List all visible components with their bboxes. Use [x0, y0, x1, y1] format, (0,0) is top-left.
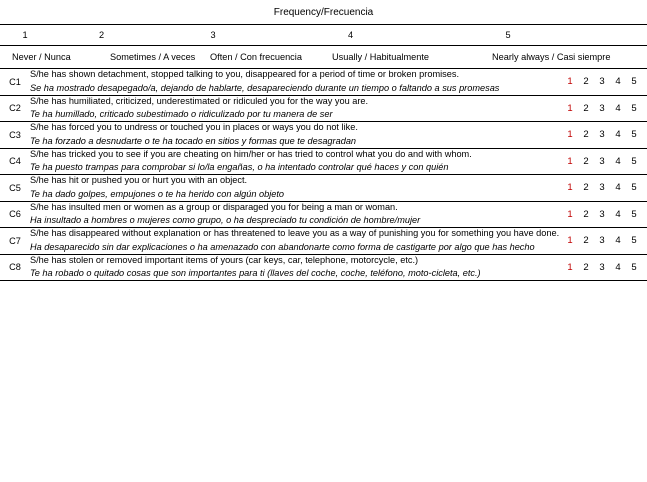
scale-number-4: 4 [347, 30, 354, 40]
scale-number-3: 3 [210, 30, 216, 40]
response-option-2[interactable]: 2 [583, 102, 589, 114]
item-code: C8 [0, 254, 30, 280]
table-row [0, 254, 647, 280]
response-option-2[interactable]: 2 [583, 129, 589, 141]
scale-anchor-2: Sometimes / A veces [110, 52, 196, 62]
item-response-scale[interactable] [565, 95, 647, 122]
scale-number-1: 1 [22, 30, 28, 40]
response-option-3[interactable]: 3 [599, 235, 605, 247]
response-option-4[interactable]: 4 [615, 208, 621, 220]
item-response-scale[interactable] [565, 254, 647, 280]
item-text [30, 175, 565, 202]
item-code: C6 [0, 201, 30, 228]
response-option-2[interactable]: 2 [583, 155, 589, 167]
item-text-spanish: Te ha dado golpes, empujones o te ha herido con algún objeto [30, 188, 285, 199]
item-text [30, 228, 565, 255]
divider-bottom [0, 280, 647, 281]
item-text [30, 148, 565, 175]
response-option-3[interactable]: 3 [599, 155, 605, 167]
item-code: C4 [0, 148, 30, 175]
table-row [0, 228, 647, 255]
response-option-4[interactable]: 4 [615, 102, 621, 114]
response-option-4[interactable]: 4 [615, 182, 621, 194]
item-code: C5 [0, 175, 30, 202]
scale-number-5: 5 [505, 30, 511, 40]
item-response-scale[interactable] [565, 148, 647, 175]
response-option-1[interactable]: 1 [567, 129, 573, 141]
item-text-english: S/he has humiliated, criticized, underestimated or ridiculed you for the way you are. [30, 95, 369, 106]
response-option-5[interactable]: 5 [631, 208, 637, 220]
response-option-2[interactable]: 2 [583, 261, 589, 273]
response-option-1[interactable]: 1 [567, 76, 573, 88]
item-text [30, 69, 565, 95]
response-option-4[interactable]: 4 [615, 261, 621, 273]
table-row [0, 69, 647, 95]
item-code: C1 [9, 76, 21, 87]
item-text-spanish: Ha insultado a hombres o mujeres como grupo, o ha despreciado tu condición de hombre/mujer [30, 215, 421, 226]
response-option-5[interactable]: 5 [631, 102, 637, 114]
response-option-5[interactable]: 5 [631, 129, 637, 141]
response-option-1[interactable]: 1 [567, 235, 573, 247]
scale-anchor-3: Often / Con frecuencia [210, 52, 302, 62]
item-response-scale[interactable] [565, 122, 647, 149]
item-text-english: S/he has hit or pushed you or hurt you with an object. [30, 175, 248, 186]
item-response-scale[interactable] [565, 228, 647, 255]
response-option-3[interactable]: 3 [599, 208, 605, 220]
response-option-2[interactable]: 2 [583, 76, 589, 88]
item-text-english: S/he has disappeared without explanation or has threatened to leave you as a way of punishing you for something you have done. [30, 228, 560, 239]
items-table [0, 69, 647, 280]
table-row [0, 95, 647, 122]
table-row [0, 122, 647, 149]
response-option-3[interactable]: 3 [599, 76, 605, 88]
response-option-2[interactable]: 2 [583, 182, 589, 194]
item-text [30, 201, 565, 228]
scale-number-2: 2 [98, 30, 105, 40]
scale-number-row [0, 25, 647, 45]
item-text-spanish: Te ha forzado a desnudarte o te ha tocado en sitios y formas que te desagradan [30, 135, 357, 146]
response-option-3[interactable]: 3 [599, 129, 605, 141]
item-code: C3 [0, 122, 30, 149]
response-option-2[interactable]: 2 [583, 208, 589, 220]
table-row [0, 148, 647, 175]
item-text-english: S/he has stolen or removed important items of yours (car keys, car, telephone, motorcycle, etc.) [30, 254, 419, 265]
item-text [30, 122, 565, 149]
scale-anchor-1: Never / Nunca [12, 52, 71, 62]
item-text-spanish: Se ha mostrado desapegado/a, dejando de hablarte, desapareciendo durante un tiempo o faltando a sus promesas [30, 82, 500, 93]
item-response-scale[interactable] [565, 69, 647, 95]
response-option-1[interactable]: 1 [567, 261, 573, 273]
response-option-1[interactable]: 1 [567, 155, 573, 167]
response-option-3[interactable]: 3 [599, 182, 605, 194]
response-option-3[interactable]: 3 [599, 102, 605, 114]
response-option-5[interactable]: 5 [631, 155, 637, 167]
item-text-spanish: Te ha humillado, criticado subestimado o ridiculizado por tu manera de ser [30, 109, 333, 120]
item-code: C2 [0, 95, 30, 122]
response-option-5[interactable]: 5 [631, 76, 637, 88]
scale-anchor-row [0, 46, 647, 68]
item-text-english: S/he has insulted men or women as a group or disparaged you for being a man or woman. [30, 201, 398, 212]
scale-anchor-4: Usually / Habitualmente [332, 52, 430, 62]
response-option-1[interactable]: 1 [567, 208, 573, 220]
item-response-scale[interactable] [565, 201, 647, 228]
response-option-4[interactable]: 4 [615, 235, 621, 247]
table-row [0, 201, 647, 228]
spacer [0, 52, 12, 62]
response-option-4[interactable]: 4 [615, 129, 621, 141]
item-text-spanish: Te ha puesto trampas para comprobar si lo/la engañas, o ha intentado controlar qué haces y con quién [30, 162, 449, 173]
response-option-1[interactable]: 1 [567, 182, 573, 194]
item-text-english: S/he has shown detachment, stopped talking to you, disappeared for a period of time or broken promises. [30, 69, 459, 79]
response-option-4[interactable]: 4 [615, 76, 621, 88]
item-code: C7 [0, 228, 30, 255]
response-option-5[interactable]: 5 [631, 182, 637, 194]
response-option-5[interactable]: 5 [631, 261, 637, 273]
item-text [30, 95, 565, 122]
scale-anchor-5: Nearly always / Casi siempre [492, 52, 611, 62]
response-option-1[interactable]: 1 [567, 102, 573, 114]
response-option-2[interactable]: 2 [583, 235, 589, 247]
item-text-spanish: Ha desaparecido sin dar explicaciones o ha amenazado con abandonarte como forma de castigarte por algo que has hecho [30, 241, 535, 252]
item-text-english: S/he has tricked you to see if you are cheating on him/her or has tried to control what you do and with whom. [30, 148, 472, 159]
item-response-scale[interactable] [565, 175, 647, 202]
scale-title: Frequency/Frecuencia [273, 7, 374, 18]
item-text-spanish: Te ha robado o quitado cosas que son importantes para ti (llaves del coche, coche, teléfono, moto-cicleta, etc.) [30, 268, 481, 279]
response-option-4[interactable]: 4 [615, 155, 621, 167]
response-option-3[interactable]: 3 [599, 261, 605, 273]
response-option-5[interactable]: 5 [631, 235, 637, 247]
item-text [30, 254, 565, 280]
item-text-english: S/he has forced you to undress or touched you in places or ways you do not like. [30, 122, 358, 133]
table-row [0, 175, 647, 202]
